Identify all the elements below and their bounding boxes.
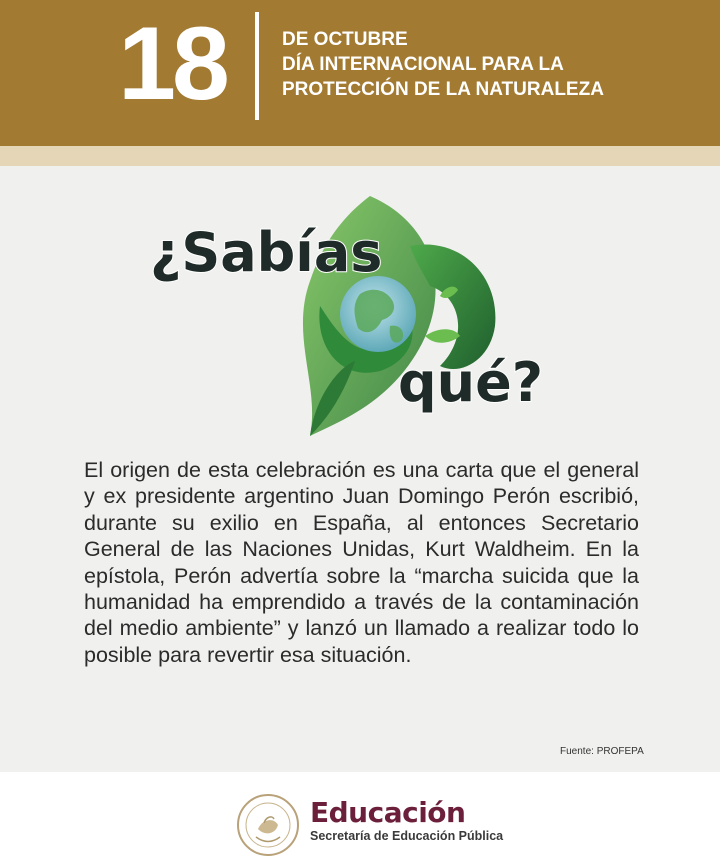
header-line-day: DÍA INTERNACIONAL PARA LA — [282, 54, 564, 75]
headline-line1: ¿Sabías — [150, 221, 383, 284]
source-credit: Fuente: PROFEPA — [560, 746, 644, 757]
brand-title: Educación — [310, 796, 466, 829]
day-number: 18 — [118, 6, 226, 122]
mexico-seal-icon — [236, 793, 300, 857]
header-divider — [255, 12, 259, 120]
header-title — [282, 27, 702, 102]
headline-illustration — [140, 186, 580, 446]
brand-logo — [310, 798, 550, 844]
brand-subtitle: Secretaría de Educación Pública — [310, 829, 504, 843]
header-line-theme: PROTECCIÓN DE LA NATURALEZA — [282, 79, 604, 100]
header-banner — [0, 0, 720, 146]
body-paragraph: El origen de esta celebración es una carta que el general y ex presidente argentino Juan Domingo Perón escribió, durante su exilio en España, al entonces Secretario General de las Naciones Unidas, Kurt Waldheim. En la epístola, Perón advertía sobre la “marcha suicida que la humanidad ha emprendido a través de la contaminación del medio ambiente” y lanzó un llamado a realizar todo lo posible para revertir esa situación. — [84, 458, 639, 667]
small-leaf-icon — [425, 329, 460, 343]
headline-line2: qué? — [398, 351, 544, 414]
header-line-date: DE OCTUBRE — [282, 29, 408, 50]
accent-band — [0, 146, 720, 166]
